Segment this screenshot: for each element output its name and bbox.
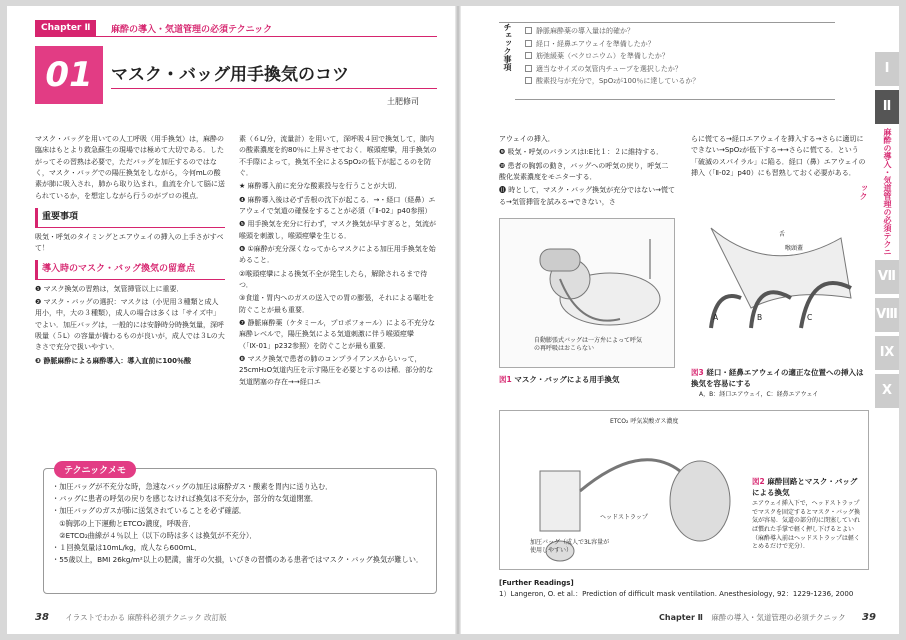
check-label: 適当なサイズの気管内チューブを選択したか？ [536, 64, 682, 73]
checklist [499, 22, 835, 100]
left-column-1 [35, 134, 225, 369]
page-number-right: 39 [861, 612, 876, 623]
figure-1-note: 自動膨張式バッグは一方弁によって呼気の再呼吸はおこらない [534, 337, 643, 353]
figure-3-illustration [691, 218, 869, 368]
fig3-label-c: C [807, 313, 813, 322]
figure-3-number: 図3 [691, 368, 704, 377]
tab-chapter-9[interactable]: Ⅸ [875, 336, 899, 370]
chapter-bar [35, 20, 437, 37]
important-heading: 重要事項 [35, 208, 225, 228]
fig3-label-epiglottis: 喉頭蓋 [785, 245, 804, 252]
figure-3 [691, 218, 869, 368]
point-2: ❷ マスク・バッグの選択：マスクは（小児用３種類と成人用小，中，大の３種類），成人の場合は多くは「サイズ中」でよい．加圧バッグは，一般的には安静時分時換気量，深呼吸量（５L）の容量が備わるものが良いが，成人では３Lの大きさで充分で扱いやすい． [35, 298, 225, 352]
check-item[interactable] [525, 25, 699, 38]
checkbox-icon [525, 52, 532, 59]
checkbox-icon [525, 27, 532, 34]
check-item[interactable] [525, 38, 699, 51]
right-footer [659, 612, 876, 623]
right-column-2 [691, 134, 867, 181]
checkbox-icon [525, 40, 532, 47]
checklist-items [525, 25, 699, 88]
checkbox-icon [525, 65, 532, 72]
memo-tag: テクニックメモ [54, 461, 136, 478]
point-3: ❸ 静脈麻酔による麻酔導入：導入直前に100％酸 [35, 356, 191, 365]
technique-memo [43, 468, 437, 594]
memo-item: ①胸郭の上下運動とETCO₂濃度，呼吸音． [52, 518, 196, 528]
rcol1-para: ⓫ 時として，マスク・バッグ換気が充分ではない→慌てる→気管挿管を試みる→できない，さ [499, 186, 675, 206]
checklist-tag: チェック事項 [499, 23, 515, 101]
col2-para: ❹ 麻酔導入後は必ず舌根の沈下が起こる．→・経口（経鼻）エアウェイで気道の確保をすることが必須（「Ⅱ-02」p40参照） [239, 195, 436, 215]
tab-chapter-8[interactable]: Ⅷ [875, 298, 899, 332]
col2-para: 素（６L/分，流量計）を用いて，深呼吸４回で換気して，肺内の酸素濃度を約80％に上昇させておく．喉頭痙攣，用手換気の不手際によって，換気不全によるSpO₂の低下が起こるのを防ぐ． [239, 135, 437, 177]
figure-2 [499, 410, 869, 570]
figure-2-number: 図2 [752, 477, 765, 486]
check-item[interactable] [525, 75, 699, 88]
check-label: 静脈麻酔薬の導入量は的確か？ [536, 27, 634, 35]
fig3-label-a: A [713, 313, 719, 322]
col2-para: ★ 麻酔導入前に充分な酸素投与を行うことが大切． [239, 182, 402, 191]
left-page [7, 6, 457, 634]
left-footer [35, 612, 227, 623]
right-column-1 [499, 134, 675, 210]
check-label: 酸素投与が充分で，SpO₂が100％に達しているか？ [536, 77, 700, 85]
col2-para: ③食道・胃内へのガスの送入での胃の膨張，それによる嘔吐を防ぐことが最も重要． [239, 294, 435, 314]
right-page [459, 6, 899, 634]
checkbox-icon [525, 77, 532, 84]
col2-para: ❽ マスク換気で患者の肺のコンプライアンスからいって，25cmH₂O気道内圧を示す陽圧を必要とするのは稀．部分的な気道閉塞の存在→→経口エ [239, 354, 434, 386]
figure-1-caption [499, 374, 619, 385]
figure-3-title: 経口・経鼻エアウェイの適正な位置への挿入は換気を容易にする [691, 368, 864, 388]
chapter-tag: Chapter Ⅱ [35, 20, 96, 37]
page-number-left: 38 [35, 612, 49, 623]
check-label: 筋弛緩薬（ベクロニウム）を準備したか？ [536, 52, 669, 60]
memo-item: ②ETCO₂曲線が４％以上（以下の時は多くは換気が不充分）． [52, 530, 257, 540]
footer-chapter: Chapter Ⅱ [659, 613, 703, 622]
fig2-strap-label: ヘッドストラップ [600, 514, 648, 521]
title-rule [111, 88, 437, 89]
section-number: 01 [35, 46, 103, 104]
memo-item: ・55歳以上，BMI 26kg/m²以上の肥満，歯牙の欠損，いびきの習慣のある患者ではマスク・バッグ換気が難しい． [52, 555, 424, 565]
author: 土肥修司 [387, 97, 419, 106]
book-spread [7, 6, 899, 634]
figure-2-side-caption [752, 477, 864, 552]
further-title: [Further Readings] [499, 579, 574, 587]
memo-item: ・バッグに患者の呼気の戻りを感じなければ換気は不充分か，部分的な気道閉塞． [52, 494, 318, 504]
page-title: マスク・バッグ用手換気のコツ [111, 65, 349, 85]
fig3-label-b: B [757, 313, 763, 322]
col2-para: ❻ ①麻酔が充分深くなってからマスクによる加圧用手換気を始めること． [239, 244, 436, 265]
rcol2-para: らに慌てる→経口エアウェイを挿入する→さらに適切にできない→SpO₂が低下する→→さらに慌てる．という「破滅のスパイラル」に陥る．経口（鼻）エアウェイの挿入（「Ⅱ-02」p40）にも習熟しておく必要がある． [691, 135, 866, 177]
check-label: 経口・経鼻エアウェイを準備したか？ [536, 39, 655, 48]
intro-text: マスク・バッグを用いての人工呼吸（用手換気）は，麻酔の臨床はもとより救急蘇生の現場では極めて大切である．したがってその習熟は必要で，ただバッグを加圧するのではなく，マスク・バッグでの陽圧換気をしながら，今何mLの酸素が肺に吸入され，肺から取り込まれ，血流を介して脳に送られているか，を想定しながら行うのがプロの視点． [35, 135, 225, 200]
figure-2-description: エアウェイ挿入下で，ヘッドストラップでマスクを固定するとマスク・バッグ換気が容易．気道の部分的に閉塞していれば慣れた手掌で軽く押し下げるとよい（麻酔導入前はヘッドストラップは軽くとめるだけで充分）． [752, 500, 861, 551]
memo-body [52, 481, 423, 567]
tab-chapter-7[interactable]: Ⅶ [875, 260, 899, 294]
col2-para: ②喉頭痙攣による換気不全が発生したら，解除されるまで待つ． [239, 269, 428, 289]
figure-3-caption [691, 368, 871, 389]
fig3-label-tongue: 舌 [779, 231, 786, 238]
chapter-tabs [859, 52, 899, 432]
intro-heading: 導入時のマスク・バッグ換気の留意点 [35, 260, 225, 280]
memo-item: ・加圧バッグのガスが肺に送気されていることを必ず確認． [52, 506, 247, 516]
figure-1-number: 図1 [499, 375, 512, 384]
figure-1-title: マスク・バッグによる用手換気 [514, 375, 620, 384]
rcol1-para: ❿ 患者の胸郭の動き，バッグへの呼気の戻り，呼気二酸化炭素濃度をモニターする． [499, 161, 669, 181]
rcol1-para: ❾ 吸気・呼気のバランスはI:E比１：２に維持する． [499, 148, 664, 157]
further-readings [499, 578, 853, 600]
col2-para: ❼ 静脈麻酔薬（ケタミール，プロポフォール）による不充分な麻酔レベルで，陽圧換気による気道刺激に伴う喉頭痙攣（「Ⅸ-01」p232参照）を防ぐことが最も重要． [239, 318, 435, 350]
point-1: ❶ マスク換気の習熟は，気管挿管以上に重要． [35, 284, 184, 293]
book-title: イラストでわかる 麻酔科必須テクニック 改訂版 [65, 613, 227, 622]
figure-3-subcaption: A，B：経口エアウェイ，C：経鼻エアウェイ [699, 391, 819, 398]
figure-1 [499, 218, 675, 368]
check-item[interactable] [525, 63, 699, 76]
figure-2-caption [752, 477, 864, 498]
left-column-2 [239, 134, 439, 390]
tab-chapter-1[interactable]: Ⅰ [875, 52, 899, 86]
further-ref-1: 1）Langeron, O. et al.：Prediction of difficult mask ventilation. Anesthesiology, 92：1229-1236, 2000 [499, 590, 854, 599]
fig2-etco2-label: ETCO₂ 呼気炭酸ガス濃度 [610, 418, 679, 425]
memo-item: ・加圧バッグが不充分な時，急速なバッグの加圧は麻酔ガス・酸素を胃内に送り込む． [52, 482, 333, 491]
fig2-bag-label: 加圧バッグ（成人で3L容量が使用しやすい） [530, 539, 610, 555]
col2-para: ❺ 用手換気を充分に行わず，マスク換気が早すぎると，気流が喉頭を刺激し，喉頭痙攣を生じる． [239, 220, 436, 240]
memo-item: ・１回換気量は10mL/kg，成人なら600mL． [52, 543, 202, 553]
check-item[interactable] [525, 50, 699, 63]
figure-2-title: 麻酔回路とマスク・バッグによる換気 [752, 477, 858, 497]
rcol1-para: アウェイの挿入． [499, 135, 555, 143]
footer-chapter-title: 麻酔の導入・気道管理の必須テクニック [711, 613, 846, 622]
chapter-title: 麻酔の導入・気道管理の必須テクニック [111, 25, 273, 35]
tab-chapter-10[interactable]: Ⅹ [875, 374, 899, 408]
important-text: 吸気・呼気のタイミングとエアウェイの挿入の上手さがすべて！ [35, 232, 224, 252]
tab-chapter-2[interactable]: Ⅱ [875, 90, 899, 124]
tab-side-text: 麻酔の導入・気道管理の必須テクニック [875, 128, 899, 256]
